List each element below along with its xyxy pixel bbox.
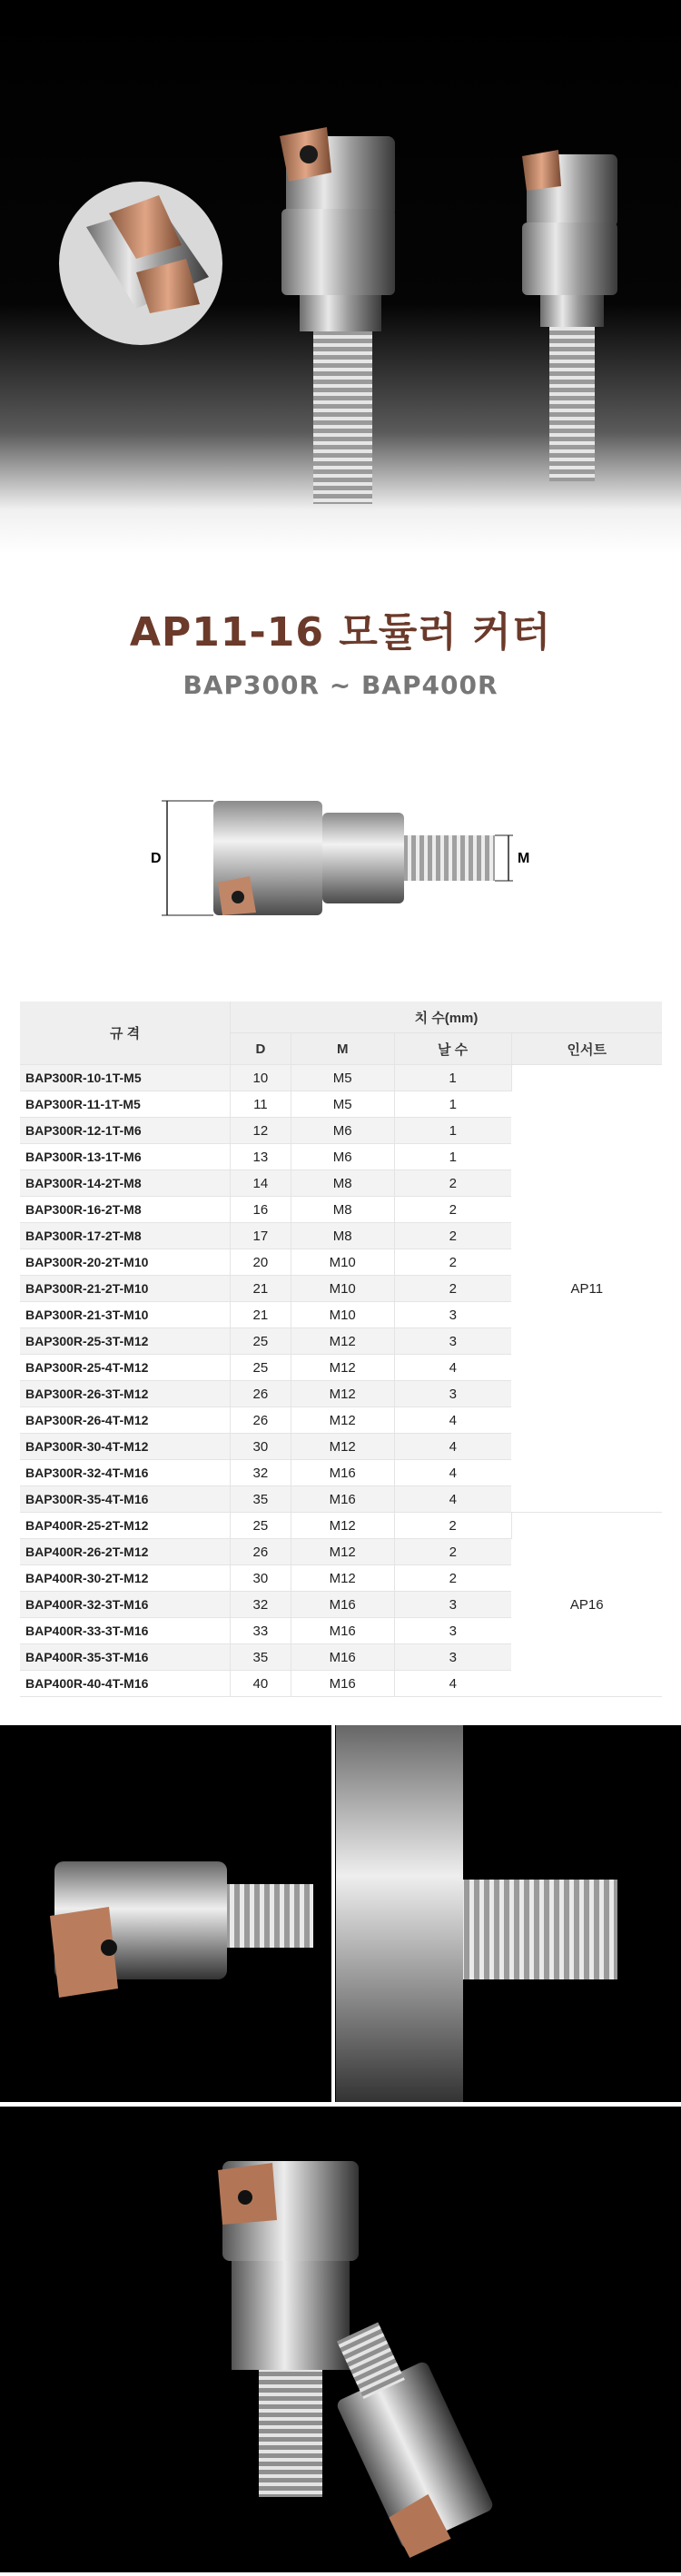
inset-closeup (59, 182, 222, 345)
spec-table-body (20, 1065, 662, 1697)
spec-model-cell: BAP300R-12-1T-M6 (20, 1118, 231, 1144)
hero-product-photo (0, 0, 681, 554)
spec-model-cell: BAP300R-20-2T-M10 (20, 1249, 231, 1276)
header-flutes: 날 수 (394, 1033, 511, 1065)
spec-model-cell: BAP300R-32-4T-M16 (20, 1460, 231, 1486)
spec-flutes-cell: 3 (394, 1618, 511, 1644)
spec-model-cell: BAP300R-25-3T-M12 (20, 1328, 231, 1355)
table-row (20, 1513, 662, 1539)
spec-m-cell: M5 (291, 1065, 394, 1091)
spec-m-cell: M12 (291, 1407, 394, 1434)
spec-d-cell: 25 (231, 1513, 291, 1539)
spec-d-cell: 32 (231, 1460, 291, 1486)
spec-flutes-cell: 3 (394, 1644, 511, 1671)
insert-ap16-cell: AP16 (511, 1513, 662, 1697)
spec-flutes-cell: 4 (394, 1434, 511, 1460)
spec-m-cell: M16 (291, 1618, 394, 1644)
spec-d-cell: 40 (231, 1671, 291, 1697)
spec-flutes-cell: 3 (394, 1592, 511, 1618)
spec-m-cell: M12 (291, 1513, 394, 1539)
spec-m-cell: M12 (291, 1328, 394, 1355)
insert-ap11-cell: AP11 (511, 1065, 662, 1513)
spec-d-cell: 33 (231, 1618, 291, 1644)
spec-m-cell: M16 (291, 1460, 394, 1486)
page-subtitle: BAP300R ~ BAP400R (183, 670, 498, 700)
spec-flutes-cell: 1 (394, 1118, 511, 1144)
header-d: D (231, 1033, 291, 1065)
spec-d-cell: 16 (231, 1197, 291, 1223)
spec-m-cell: M6 (291, 1118, 394, 1144)
diagram-label-m: M (518, 851, 530, 866)
spec-flutes-cell: 2 (394, 1513, 511, 1539)
spec-d-cell: 12 (231, 1118, 291, 1144)
spec-m-cell: M8 (291, 1223, 394, 1249)
spec-m-cell: M8 (291, 1197, 394, 1223)
spec-model-cell: BAP300R-21-3T-M10 (20, 1302, 231, 1328)
spec-flutes-cell: 1 (394, 1091, 511, 1118)
spec-model-cell: BAP300R-11-1T-M5 (20, 1091, 231, 1118)
spec-d-cell: 13 (231, 1144, 291, 1170)
hero-illustration (0, 0, 681, 554)
dimension-diagram (151, 781, 545, 935)
spec-model-cell: BAP300R-35-4T-M16 (20, 1486, 231, 1513)
spec-model-cell: BAP300R-30-4T-M12 (20, 1434, 231, 1460)
spec-m-cell: M10 (291, 1249, 394, 1276)
header-insert: 인서트 (511, 1033, 662, 1065)
pair-photo (0, 2107, 681, 2572)
spec-m-cell: M16 (291, 1671, 394, 1697)
spec-flutes-cell: 4 (394, 1671, 511, 1697)
spec-model-cell: BAP400R-40-4T-M16 (20, 1671, 231, 1697)
spec-flutes-cell: 2 (394, 1170, 511, 1197)
spec-m-cell: M16 (291, 1486, 394, 1513)
spec-flutes-cell: 2 (394, 1197, 511, 1223)
cutter-left (280, 127, 395, 504)
spec-flutes-cell: 2 (394, 1223, 511, 1249)
photo-shank-thread (336, 1725, 617, 2102)
spec-d-cell: 26 (231, 1407, 291, 1434)
header-dimensions: 치 수(mm) (231, 1002, 663, 1033)
header-spec: 규 격 (20, 1002, 231, 1065)
table-row (20, 1065, 662, 1091)
spec-flutes-cell: 1 (394, 1065, 511, 1091)
spec-m-cell: M12 (291, 1381, 394, 1407)
spec-model-cell: BAP300R-26-3T-M12 (20, 1381, 231, 1407)
spec-d-cell: 11 (231, 1091, 291, 1118)
spec-d-cell: 32 (231, 1592, 291, 1618)
spec-flutes-cell: 4 (394, 1355, 511, 1381)
spec-model-cell: BAP400R-33-3T-M16 (20, 1618, 231, 1644)
spec-d-cell: 17 (231, 1223, 291, 1249)
spec-m-cell: M10 (291, 1276, 394, 1302)
spec-model-cell: BAP300R-13-1T-M6 (20, 1144, 231, 1170)
spec-flutes-cell: 2 (394, 1539, 511, 1565)
photo-cutter-head (50, 1861, 313, 1998)
spec-d-cell: 30 (231, 1434, 291, 1460)
spec-model-cell: BAP300R-25-4T-M12 (20, 1355, 231, 1381)
spec-m-cell: M12 (291, 1539, 394, 1565)
spec-flutes-cell: 3 (394, 1328, 511, 1355)
spec-m-cell: M12 (291, 1355, 394, 1381)
spec-d-cell: 14 (231, 1170, 291, 1197)
spec-m-cell: M8 (291, 1170, 394, 1197)
spec-flutes-cell: 4 (394, 1486, 511, 1513)
spec-model-cell: BAP300R-14-2T-M8 (20, 1170, 231, 1197)
spec-flutes-cell: 4 (394, 1460, 511, 1486)
spec-d-cell: 26 (231, 1539, 291, 1565)
spec-model-cell: BAP300R-17-2T-M8 (20, 1223, 231, 1249)
spec-d-cell: 35 (231, 1644, 291, 1671)
spec-m-cell: M16 (291, 1644, 394, 1671)
spec-d-cell: 21 (231, 1302, 291, 1328)
header-m: M (291, 1033, 394, 1065)
photo-cutter-upright (218, 2161, 359, 2497)
spec-m-cell: M12 (291, 1434, 394, 1460)
spec-model-cell: BAP400R-25-2T-M12 (20, 1513, 231, 1539)
page-title: AP11-16 모듈러 커터 (129, 609, 552, 656)
spec-m-cell: M5 (291, 1091, 394, 1118)
spec-model-cell: BAP400R-26-2T-M12 (20, 1539, 231, 1565)
spec-d-cell: 35 (231, 1486, 291, 1513)
spec-d-cell: 10 (231, 1065, 291, 1091)
diagram-label-d: D (151, 851, 162, 866)
spec-model-cell: BAP300R-26-4T-M12 (20, 1407, 231, 1434)
spec-flutes-cell: 2 (394, 1276, 511, 1302)
photo-cutter-tilted (312, 2311, 498, 2559)
spec-m-cell: M16 (291, 1592, 394, 1618)
spec-flutes-cell: 2 (394, 1249, 511, 1276)
spec-d-cell: 21 (231, 1276, 291, 1302)
spec-model-cell: BAP400R-32-3T-M16 (20, 1592, 231, 1618)
cutter-right (522, 150, 617, 481)
spec-model-cell: BAP400R-35-3T-M16 (20, 1644, 231, 1671)
spec-flutes-cell: 3 (394, 1302, 511, 1328)
spec-m-cell: M12 (291, 1565, 394, 1592)
spec-d-cell: 20 (231, 1249, 291, 1276)
spec-model-cell: BAP400R-30-2T-M12 (20, 1565, 231, 1592)
spec-flutes-cell: 4 (394, 1407, 511, 1434)
spec-d-cell: 26 (231, 1381, 291, 1407)
spec-m-cell: M6 (291, 1144, 394, 1170)
spec-flutes-cell: 3 (394, 1381, 511, 1407)
spec-model-cell: BAP300R-21-2T-M10 (20, 1276, 231, 1302)
spec-m-cell: M10 (291, 1302, 394, 1328)
spec-table (20, 1002, 662, 1697)
spec-d-cell: 25 (231, 1328, 291, 1355)
spec-d-cell: 25 (231, 1355, 291, 1381)
spec-model-cell: BAP300R-10-1T-M5 (20, 1065, 231, 1091)
spec-d-cell: 30 (231, 1565, 291, 1592)
headline-block (0, 599, 681, 700)
detail-photos (0, 1725, 681, 2102)
spec-model-cell: BAP300R-16-2T-M8 (20, 1197, 231, 1223)
spec-flutes-cell: 2 (394, 1565, 511, 1592)
spec-flutes-cell: 1 (394, 1144, 511, 1170)
